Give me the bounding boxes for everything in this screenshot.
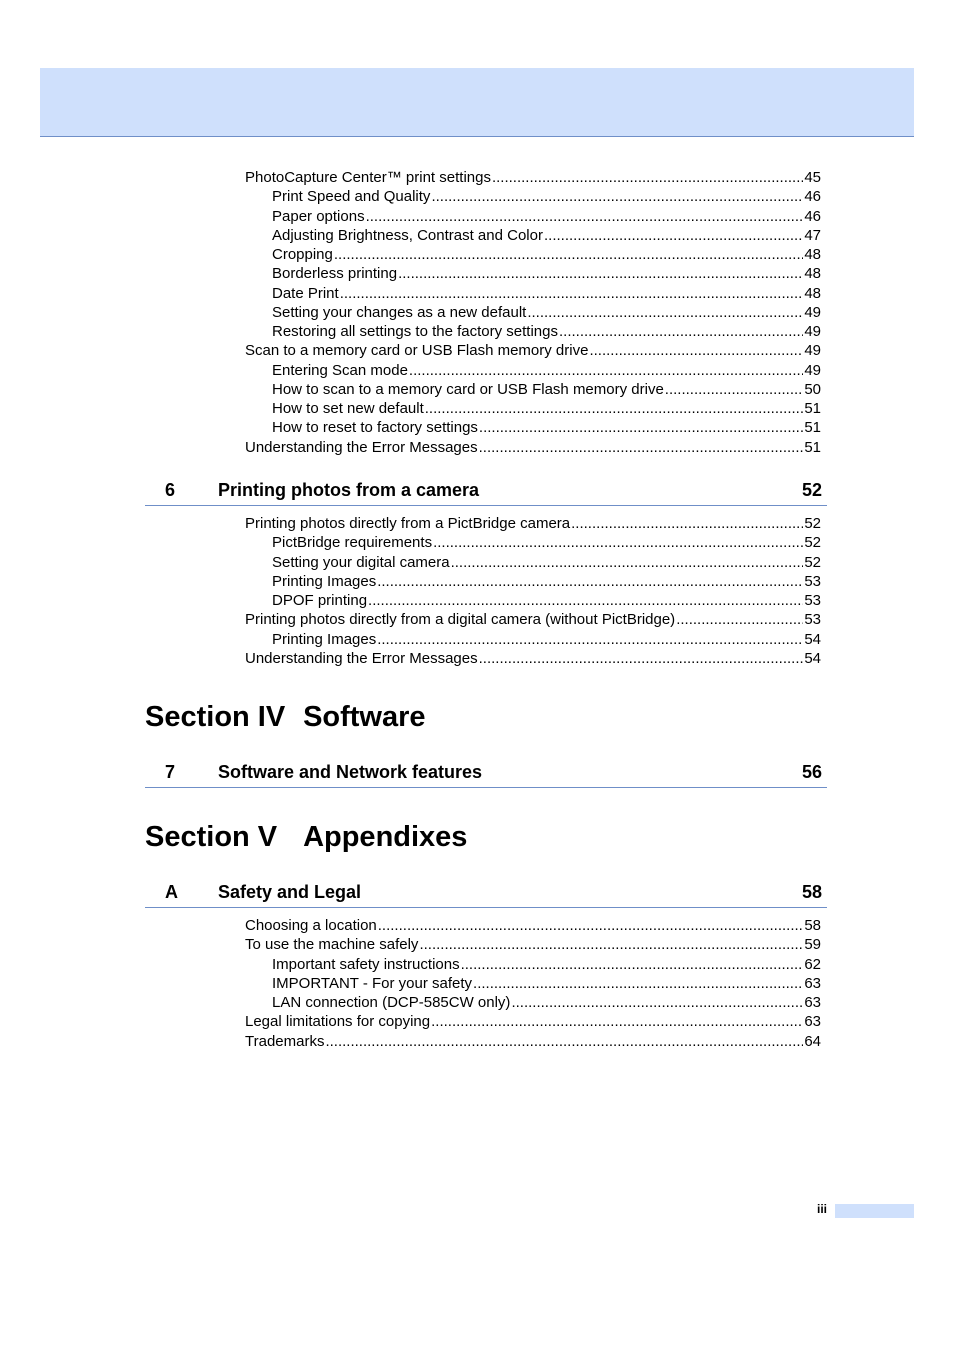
toc-entry-title: Trademarks	[245, 1032, 325, 1050]
toc-entry[interactable]	[245, 514, 821, 533]
dot-leader	[451, 553, 804, 572]
toc-entry-page: 49	[804, 342, 821, 360]
toc-entry-page: 52	[804, 515, 821, 532]
chapter-number: 7	[165, 762, 176, 782]
toc-entry-page: 63	[804, 994, 821, 1011]
toc-entry-title: Choosing a location	[245, 917, 377, 934]
toc-entry-page: 53	[804, 611, 821, 629]
dot-leader	[431, 187, 803, 206]
chapter-page: 58	[801, 882, 822, 902]
toc-entry[interactable]	[272, 264, 821, 283]
dot-leader	[340, 284, 804, 303]
toc-entry[interactable]	[272, 284, 821, 303]
toc-entry-title: DPOF printing	[272, 592, 368, 609]
toc-entry-title: Entering Scan mode	[272, 361, 408, 379]
toc-entry-title: Important safety instructions	[272, 955, 460, 973]
toc-entry-title: Setting your changes as a new default	[272, 303, 527, 321]
toc-entry[interactable]	[245, 168, 821, 187]
toc-entry[interactable]	[245, 341, 821, 360]
toc-entry[interactable]	[272, 245, 821, 264]
toc-entry-title: To use the machine safely	[245, 936, 419, 954]
toc-entry-page: 48	[804, 284, 821, 302]
toc-entry[interactable]	[245, 916, 821, 935]
chapter-title: Software and Network features	[218, 762, 483, 782]
toc-entry-title: Printing photos directly from a PictBridge camera	[245, 515, 571, 532]
chapter-page: 56	[801, 762, 822, 782]
dot-leader	[377, 572, 803, 591]
toc-entry[interactable]	[245, 649, 821, 668]
toc-entry[interactable]	[245, 438, 821, 457]
chapter-number: 6	[165, 480, 176, 500]
dot-leader	[334, 245, 803, 264]
dot-leader	[419, 935, 803, 954]
section-label: Section IV	[145, 701, 286, 733]
chapter-page: 52	[801, 480, 822, 500]
toc-entry-page: 46	[804, 188, 821, 206]
footer-band	[835, 1204, 914, 1218]
section-name: Software	[303, 701, 426, 733]
toc-entry-page: 53	[804, 592, 821, 609]
toc-entry-page: 50	[804, 380, 821, 398]
toc-entry[interactable]	[272, 533, 821, 552]
toc-entry-title: Date Print	[272, 284, 339, 302]
toc-entry-title: Adjusting Brightness, Contrast and Color	[272, 226, 543, 244]
dot-leader	[378, 916, 804, 935]
toc-entry-page: 53	[804, 572, 821, 590]
toc-entry[interactable]	[272, 553, 821, 572]
toc-entry-page: 63	[804, 1013, 821, 1031]
toc-entry-page: 51	[804, 400, 821, 417]
toc-entry[interactable]	[245, 1012, 821, 1031]
dot-leader	[473, 974, 803, 993]
toc-entry-title: Paper options	[272, 207, 365, 225]
toc-entry[interactable]	[272, 380, 821, 399]
toc-entry-title: How to scan to a memory card or USB Flash memory drive	[272, 380, 664, 398]
toc-entry-page: 54	[804, 649, 821, 667]
toc-entry[interactable]	[272, 993, 821, 1012]
toc-entry-title: LAN connection (DCP-585CW only)	[272, 994, 511, 1011]
toc-entry[interactable]	[272, 955, 821, 974]
dot-leader	[492, 168, 803, 187]
chapter-title: Printing photos from a camera	[218, 480, 480, 500]
dot-leader	[433, 533, 803, 552]
dot-leader	[559, 322, 803, 341]
toc-entry-title: Printing photos directly from a digital camera (without PictBridge)	[245, 611, 676, 629]
toc-entry-page: 51	[804, 438, 821, 456]
toc-entry-title: Scan to a memory card or USB Flash memory drive	[245, 342, 589, 360]
toc-entry[interactable]	[272, 630, 821, 649]
toc-entry-title: How to set new default	[272, 400, 424, 417]
dot-leader	[409, 361, 803, 380]
toc-entry-title: How to reset to factory settings	[272, 419, 478, 437]
dot-leader	[366, 207, 804, 226]
section-name: Appendixes	[303, 821, 468, 853]
toc-entry[interactable]	[272, 187, 821, 206]
toc-entry[interactable]	[245, 935, 821, 954]
dot-leader	[398, 264, 803, 283]
dot-leader	[431, 1012, 803, 1031]
toc-entry-title: PhotoCapture Center™ print settings	[245, 169, 491, 186]
toc-entry-title: Print Speed and Quality	[272, 188, 431, 206]
chapter-heading-6[interactable]	[145, 475, 827, 506]
toc-entry-page: 58	[804, 917, 821, 934]
toc-entry-page: 46	[804, 207, 821, 225]
toc-entry[interactable]	[272, 418, 821, 437]
dot-leader	[676, 610, 803, 629]
toc-entry-title: Restoring all settings to the factory settings	[272, 323, 558, 340]
toc-entry-page: 49	[804, 323, 821, 340]
toc-entry-title: PictBridge requirements	[272, 534, 433, 552]
toc-entry-title: Printing Images	[272, 572, 377, 590]
toc-entry-page: 48	[804, 246, 821, 263]
chapter-heading-7[interactable]	[145, 757, 827, 788]
toc-entry[interactable]	[272, 572, 821, 591]
dot-leader	[425, 399, 804, 418]
header-band	[40, 68, 914, 137]
toc-entry[interactable]	[245, 610, 821, 629]
section-heading-v	[145, 819, 467, 855]
toc-entry-page: 49	[804, 303, 821, 321]
dot-leader	[511, 993, 803, 1012]
section-label: Section V	[145, 821, 278, 853]
toc-entry[interactable]	[272, 226, 821, 245]
toc-entry-page: 59	[804, 936, 821, 954]
toc-entry-page: 62	[804, 955, 821, 973]
toc-entry-page: 45	[804, 169, 821, 186]
dot-leader	[589, 341, 803, 360]
dot-leader	[544, 226, 803, 245]
toc-entry-title: Printing Images	[272, 630, 377, 648]
dot-leader	[479, 649, 804, 668]
dot-leader	[479, 418, 803, 437]
toc-entry[interactable]	[245, 1032, 821, 1051]
toc-entry-page: 51	[804, 419, 821, 437]
toc-entry-title: IMPORTANT - For your safety	[272, 974, 473, 992]
section-heading-iv	[145, 699, 426, 735]
toc-entry[interactable]	[272, 303, 821, 322]
chapter-number: A	[165, 882, 178, 902]
toc-entry[interactable]	[272, 361, 821, 380]
toc-entry-page: 49	[804, 361, 821, 379]
dot-leader	[479, 438, 804, 457]
toc-entry-page: 52	[804, 553, 821, 571]
toc-entry-page: 54	[804, 630, 821, 648]
dot-leader	[527, 303, 803, 322]
toc-entry-page: 47	[804, 226, 821, 244]
dot-leader	[325, 1032, 803, 1051]
toc-entry-page: 52	[804, 534, 821, 552]
chapter-heading-a[interactable]	[145, 877, 827, 908]
toc-entry[interactable]	[272, 322, 821, 341]
toc-entry-title: Borderless printing	[272, 265, 398, 283]
toc-entry-title: Understanding the Error Messages	[245, 649, 478, 667]
chapter-title: Safety and Legal	[218, 882, 362, 902]
dot-leader	[461, 955, 804, 974]
toc-entry-title: Setting your digital camera	[272, 553, 450, 571]
toc-entry-page: 64	[804, 1032, 821, 1050]
toc-entry-title: Understanding the Error Messages	[245, 438, 478, 456]
toc-entry[interactable]	[272, 207, 821, 226]
toc-entry[interactable]	[272, 399, 821, 418]
dot-leader	[377, 630, 803, 649]
toc-entry-page: 63	[804, 974, 821, 992]
toc-entry[interactable]	[272, 591, 821, 610]
dot-leader	[571, 514, 803, 533]
toc-entry-title: Cropping	[272, 246, 333, 263]
toc-entry[interactable]	[272, 974, 821, 993]
toc-entry-title: Legal limitations for copying	[245, 1013, 431, 1031]
dot-leader	[665, 380, 804, 399]
dot-leader	[368, 591, 803, 610]
page-number: iii	[816, 1202, 827, 1216]
toc-entry-page: 48	[804, 265, 821, 283]
